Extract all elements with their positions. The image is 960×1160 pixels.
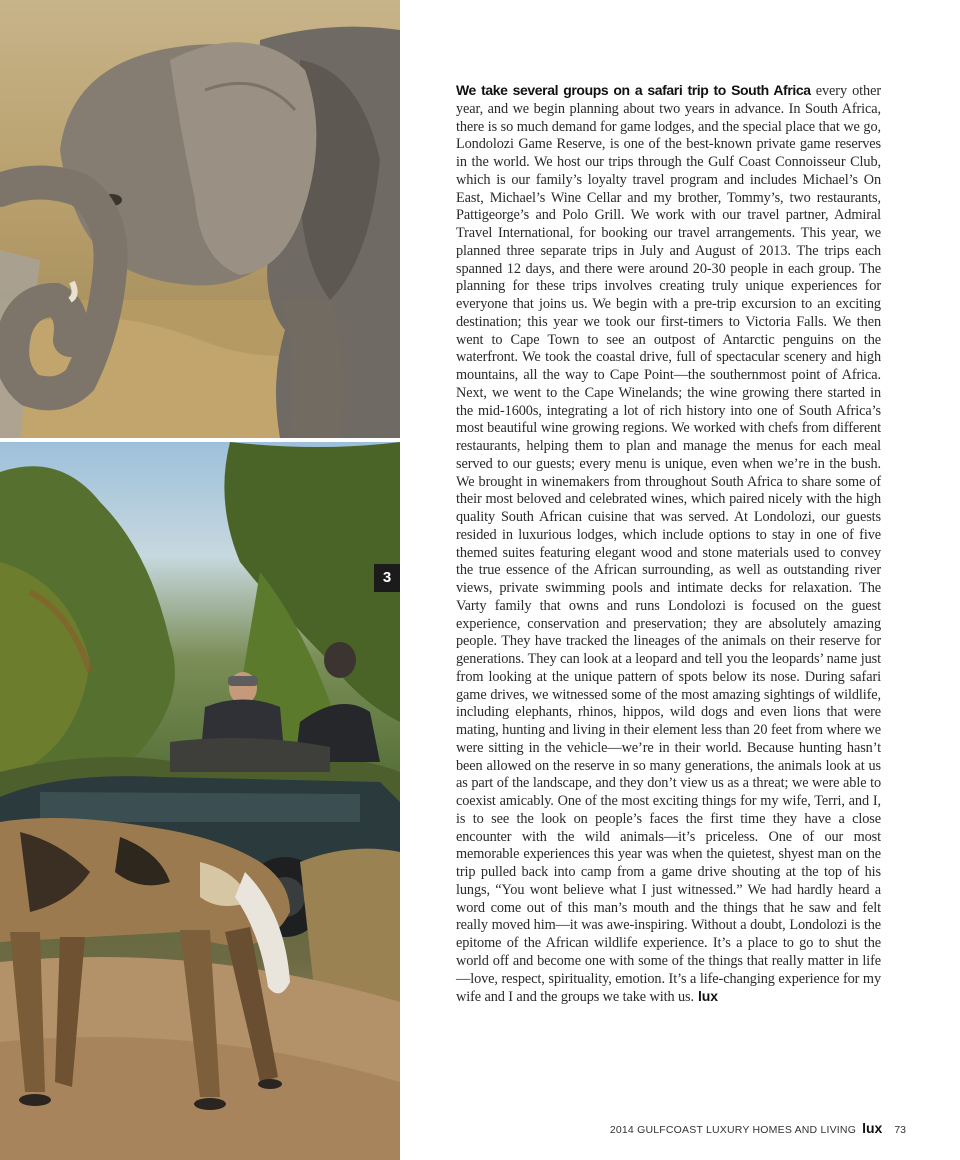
page-footer — [610, 1120, 906, 1140]
article-text: every other year, and we begin planning about two years in advance. In South Africa, there is so much demand for game lodges, and the special place that we go, Londolozi Game Reserve, is one of the best-known private game reserves in the world. We host our trips through the Gulf Coast Connoisseur Club, which is our family’s loyalty travel program and includes Michael’s On East, Michael’s Wine Cellar and my brother, Tommy’s, two restaurants, Pattigeorge’s and Polo Grill. We work with our travel partner, Admiral Travel International, for booking our travel arrangements. This year, we planned three separate trips in July and August of 2013. The trips each spanned 12 days, and there were around 20-30 people in each group. The planning for these trips involves creating truly unique experiences for everyone that joins us. We begin with a pre-trip excursion to an exciting destination; this year we took our first-timers to Victoria Falls. We then went to Cape Town to see an outpost of Antarctic penguins on the waterfront. We took the coastal drive, full of spectacular scenery and high mountains, all the way to Cape Point—the southernmost point of Africa. Next, we went to the Cape Winelands; the wine growing there started in the mid-1600s, integrating a lot of rich history into one of South Africa’s most beautiful wine growing regions. We worked with chefs from different restaurants, helping them to plan and manage the menus for each meal served to our guests; every menu is unique, even when we’re in the bush. We brought in winemakers from throughout South Africa to share some of their most beloved and celebrated wines, which paired nicely with the high quality South African cuisine that was served. At Londolozi, our guests resided in luxurious lodges, which include options to stay in one of five themed suites featuring elegant wood and stone materials used to convey the true essence of the African surrounding, as well as outstanding river views, private swimming pools and intimate decks for relaxation. The Varty family that owns and runs Londolozi is focused on the guest experience, conservation and preservation; they are absolutely amazing people. They have tracked the lineages of the animals on their reserve for generations. They can look at a leopard and tell you the leopards’ name just from looking at the unique pattern of spots below its nose. During safari game drives, we witnessed some of the most amazing sightings of wildlife, including elephants, rhinos, hippos, wild dogs and even lions that were mating, hunting and living in their element less than 20 feet from where we were sitting in the vehicle—we’re in their world. Because hunting hasn’t been allowed on the reserve in so many generations, the animals look at us as part of the landscape, and they don’t view us as a threat; we were able to coexist amicably. One of the most exciting things for my wife, Terri, and I, is to see the look on people’s faces the first time they have a close encounter with the wild animals—it’s priceless. One of our most memorable experiences this year was when the quietest, shyest man on the trip pulled back into camp from a game drive shouting at the top of his lungs, “You wont believe what I just witnessed.” We had hardly heard a word come out of this man’s mouth and the things that he saw and felt really moved him—it was awe-inspiring. Without a doubt, Londolozi is the epitome of the African wildlife experience. It’s a place to go to shut the world off and become one with some of the things that really matter in life—love, respect, spirituality, emotion. It’s a life-changing experience for my wife and I and the groups we take with us. — [456, 83, 881, 1006]
article-body — [456, 82, 881, 1007]
wild-dog-photo — [0, 442, 400, 1160]
article-end-mark: lux — [698, 988, 718, 1005]
article-lead-in: We take several groups on a safari trip to South Africa — [456, 82, 811, 98]
photo-column — [0, 0, 400, 1160]
photo-number-badge: 3 — [374, 564, 400, 592]
footer-publication: 2014 GULFCOAST LUXURY HOMES AND LIVING — [609, 1124, 857, 1136]
footer-brand-logo: lux — [862, 1120, 883, 1136]
page-number: 73 — [894, 1124, 906, 1136]
elephant-photo — [0, 0, 400, 438]
